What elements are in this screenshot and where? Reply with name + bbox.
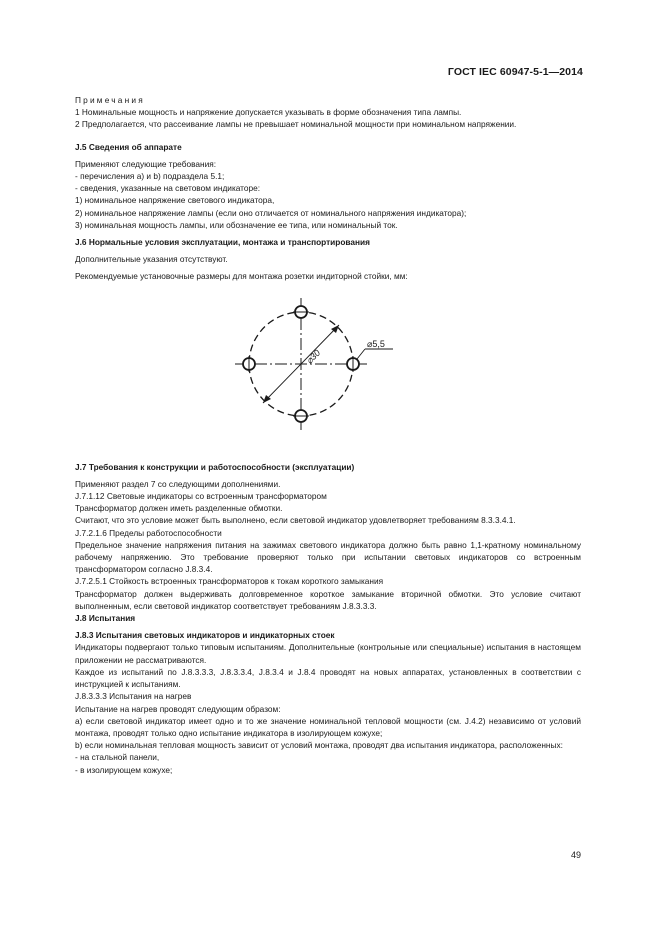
mounting-dimensions-figure xyxy=(75,283,581,461)
j8-paragraph: J.8.3.3.3 Испытания на нагрев xyxy=(75,691,192,702)
j8-list-item: - на стальной панели, xyxy=(75,752,160,763)
notes-title: Примечания xyxy=(75,95,145,105)
j7-paragraph: Считают, что это условие может быть выполнено, если световой индикатор удовлетворяет требованиям 8.3.3.4.1. xyxy=(75,515,516,526)
j8-paragraph: Индикаторы подвергают только типовым испытаниям. Дополнительные (контрольные или специальные) испытания в настоящем приложении не рассматриваются. xyxy=(75,642,581,665)
j6-line: Дополнительные указания отсутствуют. xyxy=(75,254,228,265)
j7-paragraph: Предельное значение напряжения питания на зажимах светового индикатора должно быть равно 1,1-кратному номинальному рабочему напряжению. Это требование проверяют только при испытании световых индикаторов со встроенным трансформатором согласно J.8.3.4. xyxy=(75,539,581,575)
diameter-label: ⌀30 xyxy=(304,347,323,366)
hole-diameter-label: ⌀5,5 xyxy=(367,338,385,349)
j7-paragraph: J.7.2.5.1 Стойкость встроенных трансформаторов к токам короткого замыкания xyxy=(75,576,384,587)
hole-leader-line xyxy=(357,349,365,359)
section-j5-heading: J.5 Сведения об аппарате xyxy=(75,141,182,152)
j5-line: 2) номинальное напряжение лампы (если оно отличается от номинального напряжения индикатора); xyxy=(75,207,467,218)
hole-left xyxy=(243,356,255,372)
page-number: 49 xyxy=(570,850,581,860)
mounting-drawing xyxy=(75,283,581,461)
note-item-1: 1 Номинальные мощность и напряжение допускается указывать в форме обозначения типа лампы. xyxy=(75,107,462,118)
j7-paragraph: J.7.2.1.6 Пределы работоспособности xyxy=(75,527,222,538)
j8-paragraph: а) если световой индикатор имеет одно и то же значение номинальной тепловой мощности (см. J.4.2) независимо от условий монтажа, проводят только одно испытание индикатора в изолирующем кожухе; xyxy=(75,715,581,738)
diameter-dimension-line xyxy=(263,325,339,403)
j7-paragraph: J.7.1.12 Световые индикаторы со встроенным трансформатором xyxy=(75,491,327,502)
j5-line: 3) номинальная мощность лампы, или обозначение ее типа, или номинальный ток. xyxy=(75,219,398,230)
j5-line: - перечисления а) и b) подраздела 5.1; xyxy=(75,171,225,182)
standard-header: ГОСТ IEC 60947-5-1—2014 xyxy=(447,66,583,78)
section-j7-heading: J.7 Требования к конструкции и работоспособности (эксплуатации) xyxy=(75,461,355,472)
section-j6-heading: J.6 Нормальные условия эксплуатации, монтажа и транспортирования xyxy=(75,237,370,248)
j5-line: - сведения, указанные на световом индикаторе: xyxy=(75,183,261,194)
j7-paragraph: Трансформатор должен иметь разделенные обмотки. xyxy=(75,503,283,514)
note-item-2: 2 Предполагается, что рассеивание лампы не превышает номинальной мощности при номинальном напряжении. xyxy=(75,119,517,130)
j8-paragraph: Испытание на нагрев проводят следующим образом: xyxy=(75,703,281,714)
j5-line: Применяют следующие требования: xyxy=(75,158,217,169)
j8-list-item: - в изолирующем кожухе; xyxy=(75,764,173,775)
j6-line: Рекомендуемые установочные размеры для монтажа розетки индиторной стойки, мм: xyxy=(75,271,408,282)
page-content xyxy=(75,94,581,776)
hole-top xyxy=(293,306,309,318)
hole-bottom xyxy=(293,410,309,422)
j8-paragraph: Каждое из испытаний по J.8.3.3.3, J.8.3.3.4, J.8.3.4 и J.8.4 проводят на новых аппаратах, установленных в соответствии с инструкцией к испытаниям. xyxy=(75,666,581,690)
section-j8-heading: J.8 Испытания xyxy=(75,613,136,624)
j5-line: 1) номинальное напряжение светового индикатора, xyxy=(75,195,275,206)
j8-paragraph: b) если номинальная тепловая мощность зависит от условий монтажа, проводят два испытания индикатора, расположенных: xyxy=(75,740,563,751)
section-j83-heading: J.8.3 Испытания световых индикаторов и индикаторных стоек xyxy=(75,630,335,641)
j7-paragraph: Трансформатор должен выдерживать долговременное короткое замыкание вторичной обмотки. Это условие считают выполненным, если световой индикатор соответствует требованиям J.8.3.3.3. xyxy=(75,588,581,611)
j7-paragraph: Применяют раздел 7 со следующими дополнениями. xyxy=(75,478,281,489)
